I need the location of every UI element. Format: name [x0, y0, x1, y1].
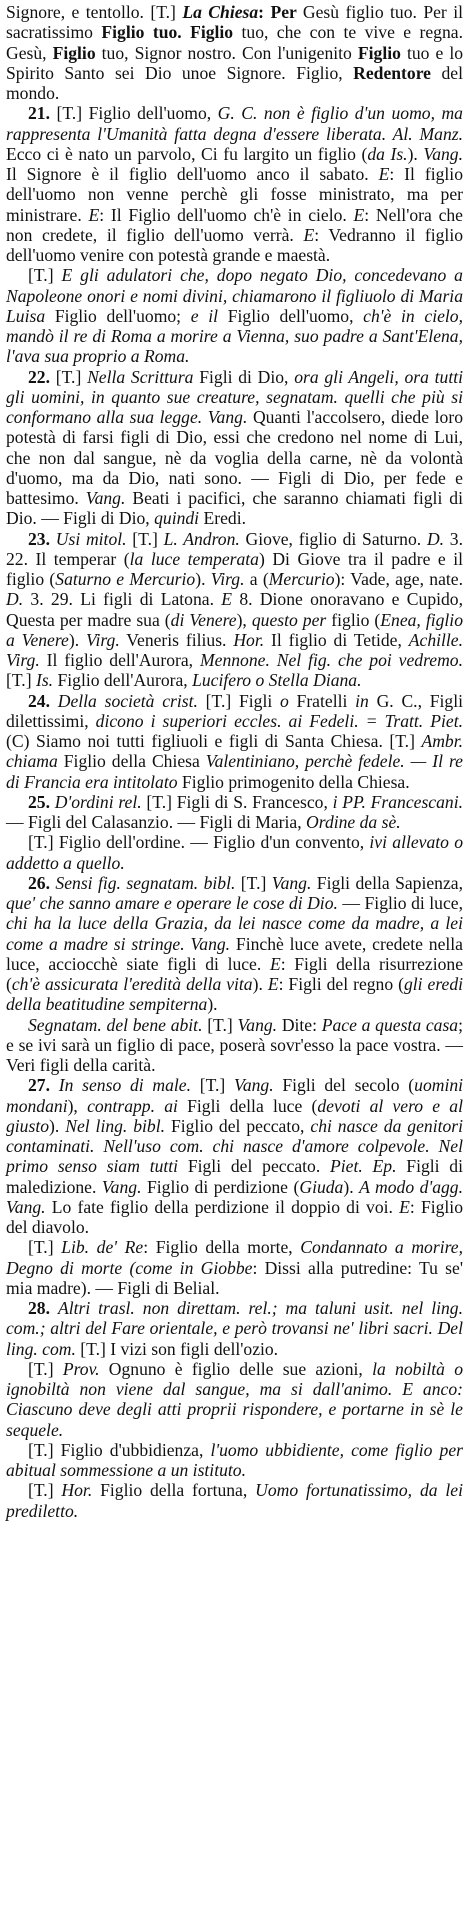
text-run: Figlio [357, 42, 401, 63]
text-run: di Venere [170, 609, 237, 630]
paragraph [6, 1440, 463, 1481]
text-run: D. [6, 589, 24, 610]
text-run: questo per [251, 609, 327, 630]
text-run: Lucifero o Stella Diana. [192, 670, 362, 691]
text-run: : Per [258, 2, 303, 22]
text-run: ivi allevato o addetto a quello. [6, 832, 463, 873]
text-run: Figli di Dio, [193, 366, 295, 387]
text-run: ). [49, 1115, 66, 1136]
text-run: Achille. Virg. [6, 629, 463, 670]
text-run: Giuda [299, 1176, 344, 1197]
text-run: Redentore [353, 62, 431, 83]
text-run: : Figli della risurrezione ( [6, 953, 464, 994]
text-run: o [279, 690, 289, 711]
text-run: E [353, 204, 365, 225]
text-run: Piet. Ep. [330, 1156, 397, 1177]
text-run: ch'è assicurata l'eredità della vita [11, 974, 253, 994]
text-run: [T.] Figlio d'ubbidienza, [28, 1439, 211, 1460]
text-run: dicono i superiori eccles. ai Fedeli. = Tratt. Piet. [95, 710, 463, 731]
text-run: ). [68, 629, 86, 650]
text-run: Altri trasl. non direttam. rel.; ma taluni usit. nel ling. com.; altri del Fare orientale, e però trovansi ne' libri sacri. Del ling. com. [6, 1298, 463, 1359]
text-run: Figlio [52, 42, 96, 63]
text-run: [T.] [50, 366, 88, 387]
paragraph [6, 1359, 463, 1440]
text-run: Finchè luce avete, credete nella luce, acciocchè siate figli di luce. [6, 933, 463, 974]
text-run: Lib. de' Re [61, 1237, 144, 1258]
text-run: [T.] Figli [197, 690, 280, 711]
text-run: Dite: [277, 1014, 322, 1035]
text-run: : Nell'ora che non credete, il figlio dell'uomo verrà. [6, 204, 463, 245]
text-run: E [399, 1196, 410, 1217]
text-run: ), [236, 609, 252, 630]
text-run: ; e se ivi sarà un figlio di pace, poserà sovr'esso la pace vostra. — Veri figli della carità. [6, 1014, 463, 1075]
text-run: a ( [244, 569, 269, 589]
text-run: [T.] Figli di S. Francesco, [141, 791, 333, 812]
text-run: uomini mondani [6, 1075, 464, 1116]
text-run: L. Andron. [163, 528, 240, 549]
text-run: 21. [28, 103, 50, 124]
text-run: Beati i pacifici, che saranno chiamati figli di Dio. — Figli di Dio, [6, 488, 463, 529]
text-run: : Figli del regno ( [278, 974, 404, 994]
text-run: Is. [35, 670, 54, 691]
text-run: 8. Dione onoravano e Cupido, Questa per madre sua ( [6, 589, 463, 630]
text-run: ): Vade, age, nate. [334, 569, 463, 589]
text-run: Figlio dell'uomo; [45, 305, 191, 326]
text-run: 22. [28, 366, 50, 387]
text-run: Figlio del peccato, [165, 1115, 311, 1136]
text-run: Figli della luce ( [177, 1095, 318, 1116]
text-run: [T.] [191, 1075, 235, 1096]
text-run: 25. [28, 791, 50, 812]
text-run: l'uomo ubbidiente, come figlio per abitual sommessione a un istituto. [6, 1439, 463, 1480]
text-run: Mercurio [268, 569, 335, 589]
text-run: Quanti l'accolsero, diede loro potestà di farsi figli di Dio, essi che credono nel nome di Lui, che non dal sangue, nè da voglia della carne, nè da volontà d'uomo, ma da Dio, nati sono. — Figli di Dio, per fede e battesimo. [6, 407, 463, 508]
paragraph [6, 1237, 463, 1298]
text-run: e il [190, 305, 219, 326]
text-run: E [269, 953, 281, 974]
text-run: ). [252, 974, 268, 994]
text-run: [T.] [235, 872, 272, 893]
text-run: ), [67, 1095, 88, 1116]
text-run: [T.] [6, 670, 36, 691]
text-run: del mondo. [6, 62, 463, 103]
text-run: Prov. [62, 1358, 100, 1379]
text-run: Sensi fig. segnatam. bibl. [55, 872, 236, 893]
text-run: ) Di Giove tra il padre e il figlio ( [6, 548, 463, 589]
paragraph [6, 873, 463, 1015]
paragraph [6, 1480, 463, 1521]
text-run: E [221, 589, 233, 610]
paragraph [6, 792, 463, 833]
text-run: Figlio dell'uomo, [218, 305, 364, 326]
text-run: : Vedranno il figlio dell'uomo venire con potestà grande e maestà. [6, 224, 463, 265]
text-run: Pace a questa casa [321, 1014, 459, 1035]
text-run: [T.] [28, 1358, 63, 1379]
text-run: Ecco ci è nato un parvolo, Ci fu largito un figlio ( [6, 143, 368, 164]
text-run: : Il figlio dell'uomo non venne perchè gli fosse ministrato, ma per ministrare. [6, 164, 463, 225]
text-run: G. C., Figli dilettissimi, [6, 690, 463, 731]
text-run: E [378, 164, 390, 184]
text-run: chi ha la luce della Grazia, da lei nasce come da madre, a lei come a madre si stringe. Vang. [6, 913, 463, 954]
text-run: Il figlio dell'Aurora, [39, 650, 200, 670]
text-run: Vang. [423, 143, 463, 164]
text-run: la luce temperata [129, 548, 259, 569]
text-run: Eredi. [199, 508, 246, 529]
text-run: Uomo fortunatissimo, da lei prediletto. [6, 1480, 463, 1521]
text-run: : Il Figlio dell'uomo ch'è in cielo. [99, 204, 354, 225]
text-run: In senso di male. [58, 1075, 191, 1096]
text-run: Figlio della Chiesa [57, 751, 206, 772]
text-run: D'ordini rel. [54, 791, 142, 812]
text-run: devoti al vero e al giusto [6, 1095, 463, 1136]
text-run: 24. [28, 690, 50, 711]
text-run: : Dissi alla putredine: Tu se' mia madre). — Figli di Belial. [6, 1257, 463, 1298]
text-run: [T.] I vizi son figli dell'ozio. [75, 1338, 279, 1359]
text-run: : Figlio del diavolo. [6, 1196, 463, 1237]
text-run: — Figlio di luce, [337, 893, 463, 913]
text-run [50, 1075, 59, 1095]
text-run: Il figlio di Tetide, [264, 629, 409, 650]
paragraph [6, 265, 463, 366]
text-run: E gli adulatori che, dopo negato Dio, concedevano a Napoleone onori e nomi divini, chiamarono il figliuolo di Maria Luisa [6, 265, 463, 326]
text-run: La Chiesa [182, 2, 259, 22]
text-run: tuo e lo Spirito Santo sei Dio unoe Signore. Figlio, [6, 42, 463, 83]
paragraph [6, 367, 463, 529]
text-run: 3. 29. Li figli di Latona. [23, 589, 222, 610]
paragraph [6, 1015, 463, 1076]
text-run: Figlio primogenito della Chiesa. [177, 771, 410, 792]
text-run: 3. 22. Il temperar ( [6, 528, 464, 569]
text-run: Vang. [234, 1075, 274, 1096]
text-run: tuo, Signor nostro. Con l'unigenito [95, 42, 358, 63]
text-run: A modo d'agg. Vang. [6, 1176, 463, 1217]
text-run: D. [426, 528, 445, 549]
text-run: E [303, 224, 315, 245]
text-run: gli eredi della beatitudine sempiterna [6, 974, 464, 1015]
text-run: 27. [28, 1075, 50, 1096]
text-run: tuo, che con te vive e regna. Gesù, [6, 22, 463, 63]
text-run: Figli di maledizione. [6, 1156, 463, 1197]
text-run: Saturno e Mercurio [55, 569, 196, 589]
text-run [50, 1298, 58, 1318]
text-run: Ambr. chiama [6, 731, 463, 772]
text-run: Figlio di perdizione ( [141, 1176, 300, 1197]
text-run: Virg. [210, 569, 245, 589]
text-run: figlio ( [326, 609, 381, 630]
text-run: : Figlio della morte, [143, 1237, 301, 1258]
text-run: Vang. [271, 872, 312, 893]
text-run: Condannato a morire, Degno di morte (come in Giobbe [6, 1237, 463, 1278]
text-run: (C) Siamo noi tutti figliuoli e figli di Santa Chiesa. [T.] [6, 731, 422, 751]
text-run: [T.] [126, 528, 164, 549]
paragraph [6, 691, 463, 792]
text-run: ora gli Angeli, ora tutti gli uomini, in quanto sue creature, segnatam. quelli che più si conformano alla sua legge. Vang. [6, 366, 463, 427]
text-run: la nobiltà o ignobiltà non viene dal sangue, ma si dall'animo. E anco: Ciascuno deve degli atti proprii rispondere, e portarne in sè le sequele. [6, 1358, 463, 1440]
text-run: 26. [28, 872, 50, 893]
text-run: chi nasce da genitori contaminati. Nell'uso com. chi nasce d'amore colpevole. Nel primo senso siam tutti [6, 1115, 464, 1177]
text-run: Enea, figlio a Venere [6, 609, 463, 650]
text-run: 23. [28, 528, 50, 549]
text-run: Della società crist. [57, 690, 198, 711]
text-run: Mennone. Nel fig. che poi vedremo. [199, 650, 463, 670]
text-run: Virg. [86, 629, 120, 650]
text-run: Nella Scrittura [87, 366, 194, 387]
text-run: Signore, e tentollo. [T.] [6, 2, 183, 22]
text-run: Figlio dell'Aurora, [53, 670, 193, 691]
text-run: E [267, 974, 279, 994]
text-run: Figlio della fortuna, [92, 1480, 256, 1501]
text-run: Valentiniano, perchè fedele. — Il re di Francia era intitolato [6, 751, 463, 792]
text-run: Gesù figlio tuo. Per il sacratissimo [6, 2, 463, 43]
text-run: [T.] [28, 265, 62, 286]
text-run: [T.] Figlio dell'uomo, [50, 103, 218, 124]
text-run: ). [407, 143, 424, 164]
text-run: [T.] [28, 1237, 62, 1258]
text-run: Vang. [101, 1176, 142, 1197]
paragraph [6, 1075, 463, 1237]
text-run: — Figli del Calasanzio. — Figli di Maria, [6, 812, 307, 832]
text-run: quindi [154, 508, 200, 529]
paragraph [6, 529, 463, 691]
text-run: E [88, 204, 100, 225]
text-run: ). [343, 1176, 360, 1197]
text-run: Lo fate figlio della perdizione il doppio di voi. [45, 1196, 400, 1217]
text-run: in [355, 690, 369, 711]
text-column [6, 2, 463, 1521]
text-run: Figli del peccato. [178, 1156, 331, 1177]
text-run: Veneris filius. [119, 629, 234, 650]
text-run: Giove, figlio di Saturno. [239, 528, 427, 549]
text-run: contrapp. ai [87, 1095, 178, 1116]
text-run: Nel ling. bibl. [65, 1115, 166, 1136]
text-run: [T.] [202, 1014, 238, 1035]
text-run: i PP. Francescani. [332, 791, 464, 812]
text-run: Ordine da sè. [306, 812, 401, 832]
text-run [50, 691, 58, 711]
text-run: 28. [28, 1298, 50, 1318]
text-run: Ognuno è figlio delle sue azioni, [99, 1358, 373, 1379]
text-run: ). [195, 569, 211, 589]
text-run: Il Signore è il figlio dell'uomo anco il sabato. [6, 164, 379, 184]
text-run: da Is. [367, 143, 408, 164]
text-run: G. C. non è figlio d'un uomo, ma rappresenta l'Umanità fatta degna d'essere liberata. Al. Manz. [6, 103, 463, 144]
paragraph [6, 2, 463, 103]
text-run: Segnatam. del bene abit. [28, 1014, 203, 1035]
text-run: Figli della Sapienza, [311, 872, 463, 893]
text-run: ). [207, 994, 218, 1015]
text-run: Hor. [61, 1480, 93, 1501]
text-run: que' che sanno amare e operare le cose di Dio. [6, 893, 338, 913]
text-run: [T.] [28, 1480, 62, 1501]
text-run: Fratelli [288, 690, 356, 711]
text-run: ch'è in cielo, mandò il re di Roma a morire a Vienna, suo padre a Sant'Elena, l'ava sua proprio a Roma. [6, 305, 464, 367]
paragraph [6, 1298, 463, 1359]
text-run: [T.] Figlio dell'ordine. — Figlio d'un convento, [28, 832, 370, 853]
text-run: Figlio tuo. Figlio [101, 22, 234, 43]
text-run: Figli del secolo ( [273, 1075, 415, 1096]
text-run: Usi mitol. [55, 528, 127, 549]
paragraph [6, 103, 463, 265]
text-run: Vang. [85, 488, 126, 508]
text-run: Hor. [233, 629, 265, 650]
paragraph [6, 832, 463, 873]
text-run: Vang. [237, 1014, 278, 1035]
